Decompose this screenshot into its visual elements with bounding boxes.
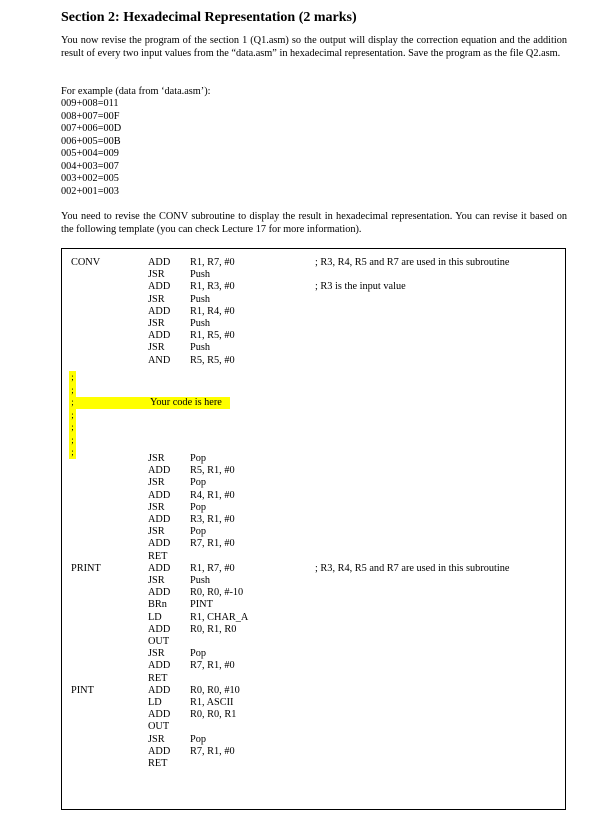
comment-marker: ; (71, 397, 74, 407)
intro-paragraph: You now revise the program of the section 1 (Q1.asm) so the output will display the correction equation and the addition result of every two input values from the “data.asm” in hexadecimal representation. Save the program as the file Q2.asm. (61, 35, 567, 59)
code-opcode: ADD (148, 587, 171, 599)
code-opcode: ADD (148, 709, 171, 721)
code-line (62, 551, 565, 563)
code-line (62, 563, 565, 575)
code-operands: Pop (190, 477, 207, 489)
example-line: 007+006=00D (61, 123, 122, 134)
code-opcode: JSR (148, 342, 165, 354)
code-opcode: AND (148, 354, 171, 366)
example-line: 009+008=011 (61, 98, 119, 109)
code-line (62, 599, 565, 611)
code-line (62, 636, 565, 648)
code-opcode: ADD (148, 305, 171, 317)
comment-marker: ; (71, 422, 74, 432)
code-comment: ; R3, R4, R5 and R7 are used in this subroutine (315, 562, 510, 574)
code-opcode: JSR (148, 293, 165, 305)
code-placeholder: Your code is here (150, 397, 222, 408)
example-list (61, 98, 121, 198)
code-operands: R0, R1, R0 (190, 623, 237, 635)
code-line (62, 502, 565, 514)
code-operands: R7, R1, #0 (190, 538, 235, 550)
code-operands: R5, R5, #0 (190, 354, 235, 366)
code-label: PRINT (71, 562, 101, 574)
example-label: For example (data from ‘data.asm’): (61, 86, 211, 97)
code-operands: Push (190, 575, 211, 586)
example-line: 004+003=007 (61, 160, 119, 172)
code-line (62, 269, 565, 281)
code-operands: Push (190, 269, 211, 281)
code-operands: PINT (190, 599, 213, 611)
code-opcode: OUT (148, 636, 170, 647)
code-line (62, 685, 565, 697)
code-line (62, 342, 565, 354)
code-line (62, 330, 565, 342)
comment-marker-column (69, 371, 76, 459)
comment-marker: ; (71, 372, 74, 382)
code-opcode: JSR (148, 733, 165, 745)
code-operands: R1, R7, #0 (190, 257, 235, 268)
code-line (62, 673, 565, 685)
code-line (62, 624, 565, 636)
code-line (62, 660, 565, 672)
code-operands: R0, R0, #-10 (190, 587, 244, 599)
code-opcode: ADD (148, 514, 171, 525)
code-line (62, 490, 565, 502)
example-line: 003+002=005 (61, 173, 119, 184)
code-line (62, 746, 565, 758)
code-operands: R3, R1, #0 (190, 514, 235, 525)
code-operands: R4, R1, #0 (190, 489, 235, 501)
code-line (62, 709, 565, 721)
code-label: PINT (71, 684, 94, 696)
code-opcode: OUT (148, 721, 170, 733)
code-operands: R7, R1, #0 (190, 660, 235, 672)
code-line (62, 294, 565, 306)
code-opcode: BRn (148, 599, 167, 611)
code-opcode: ADD (148, 660, 171, 672)
code-opcode: RET (148, 758, 168, 769)
code-opcode: ADD (148, 257, 171, 268)
code-line (62, 697, 565, 709)
code-operands: Push (190, 342, 211, 354)
instructions-paragraph: You need to revise the CONV subroutine to display the result in hexadecimal representation. You can revise it based on the following template (you can check Lecture 17 for more information). (61, 211, 567, 235)
code-line (62, 526, 565, 538)
code-line (62, 257, 565, 269)
comment-marker: ; (71, 384, 74, 395)
code-operands: Push (190, 318, 211, 329)
example-line: 005+004=009 (61, 148, 119, 159)
code-line (62, 281, 565, 293)
code-comment: ; R3, R4, R5 and R7 are used in this subroutine (315, 257, 510, 268)
code-opcode: ADD (148, 281, 171, 293)
code-line (62, 453, 565, 465)
code-opcode: JSR (148, 526, 165, 538)
code-line (62, 575, 565, 587)
code-line (62, 538, 565, 550)
code-opcode: ADD (148, 465, 171, 477)
code-operands: Push (190, 293, 211, 305)
code-template-table (61, 248, 566, 810)
code-opcode: JSR (148, 575, 165, 586)
code-opcode: RET (148, 550, 168, 562)
code-opcode: ADD (148, 623, 171, 635)
code-line (62, 465, 565, 477)
example-line: 002+001=003 (61, 185, 119, 197)
code-opcode: ADD (148, 330, 171, 342)
example-line: 008+007=00F (61, 110, 120, 122)
code-line (62, 355, 565, 367)
comment-marker: ; (71, 447, 74, 457)
code-opcode: RET (148, 672, 168, 684)
code-opcode: ADD (148, 489, 171, 501)
section-title: Section 2: Hexadecimal Representation (2 marks) (61, 10, 357, 25)
code-line (62, 477, 565, 489)
code-operands: R1, R7, #0 (190, 562, 235, 574)
code-operands: R0, R0, R1 (190, 709, 237, 721)
code-opcode: ADD (148, 745, 171, 757)
code-operands: Pop (190, 501, 207, 513)
code-line (62, 514, 565, 526)
code-line (62, 306, 565, 318)
code-opcode: LD (148, 611, 162, 623)
code-operands: R0, R0, #10 (190, 684, 240, 696)
code-opcode: JSR (148, 453, 165, 464)
code-line (62, 587, 565, 599)
code-opcode: JSR (148, 269, 165, 281)
example-line: 006+005=00B (61, 135, 121, 147)
code-operands: R1, CHAR_A (190, 611, 249, 623)
code-operands: Pop (190, 648, 207, 660)
code-operands: Pop (190, 453, 207, 464)
code-operands: Pop (190, 526, 207, 538)
code-opcode: LD (148, 697, 162, 708)
code-comment: ; R3 is the input value (315, 281, 406, 293)
code-operands: R1, R3, #0 (190, 281, 235, 293)
code-opcode: JSR (148, 648, 165, 660)
code-opcode: JSR (148, 318, 165, 329)
comment-marker: ; (71, 409, 74, 420)
code-opcode: ADD (148, 562, 171, 574)
code-line (62, 758, 565, 770)
code-operands: R1, R5, #0 (190, 330, 235, 342)
code-operands: R1, R4, #0 (190, 305, 235, 317)
code-opcode: JSR (148, 501, 165, 513)
code-operands: R1, ASCII (190, 697, 234, 708)
code-line (62, 734, 565, 746)
code-operands: Pop (190, 733, 207, 745)
code-line (62, 612, 565, 624)
code-line (62, 318, 565, 330)
code-opcode: ADD (148, 538, 171, 550)
code-operands: R5, R1, #0 (190, 465, 235, 477)
code-line (62, 721, 565, 733)
code-operands: R7, R1, #0 (190, 745, 235, 757)
code-opcode: JSR (148, 477, 165, 489)
code-line (62, 648, 565, 660)
comment-marker: ; (71, 434, 74, 445)
code-opcode: ADD (148, 684, 171, 696)
code-label: CONV (71, 257, 101, 268)
